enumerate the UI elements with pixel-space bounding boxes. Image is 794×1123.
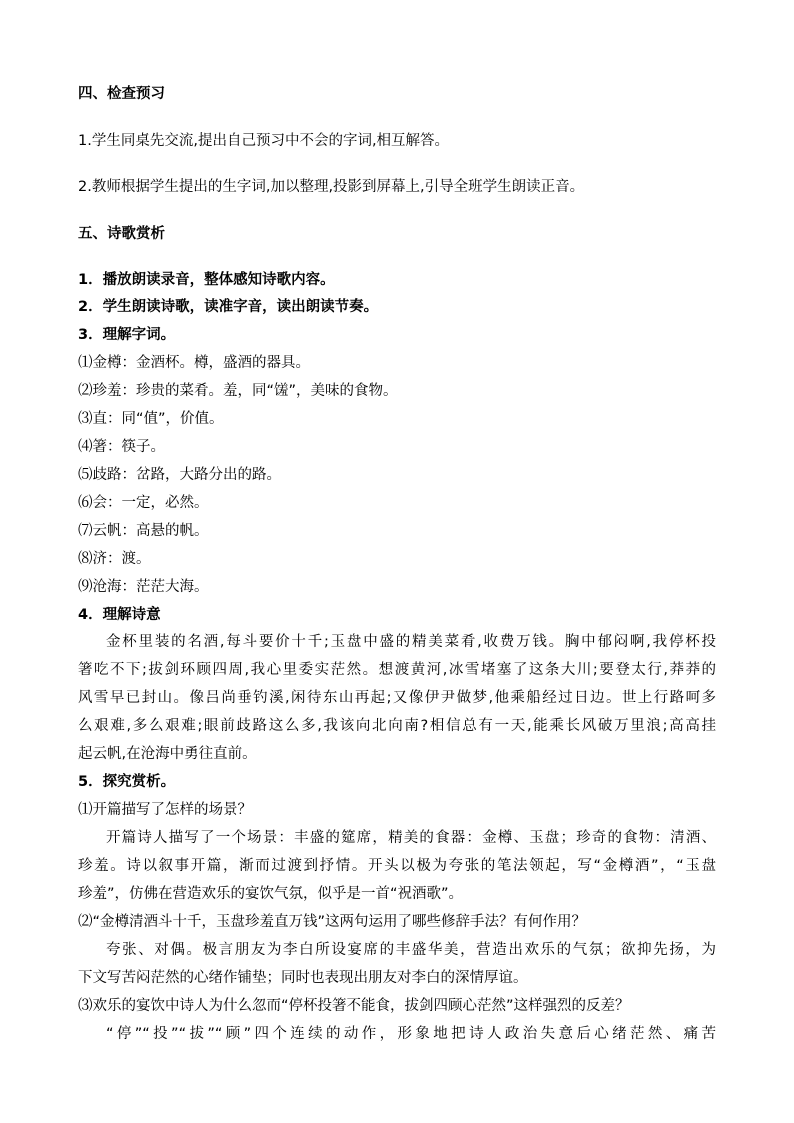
meaning-line: 风雪早已封山。像吕尚垂钓溪,闲待东山再起;又像伊尹做梦,他乘船经过日边。世上行路呵多 [78,690,716,706]
preview-item-2: 2.教师根据学生提出的生字词,加以整理,投影到屏幕上,引导全班学生朗读正音。 [78,179,585,195]
vocab-item: ⑹会：一定，必然。 [78,495,209,511]
answer-1-line: 珍羞”，仿佛在营造欢乐的宴饮气氛，似乎是一首“祝酒歌”。 [78,886,464,902]
preview-item-1: 1.学生同桌先交流,提出自己预习中不会的字词,相互解答。 [78,133,450,149]
question-2: ⑵“金樽清酒斗十千，玉盘珍羞直万钱”这两句运用了哪些修辞手法？有何作用？ [78,914,587,930]
question-3: ⑶欢乐的宴饮中诗人为什么忽而“停杯投箸不能食，拔剑四顾心茫然”这样强烈的反差？ [78,998,630,1014]
step-2: 2．学生朗读诗歌，读准字音，读出朗读节奏。 [78,299,379,315]
meaning-line: 金杯里装的名酒,每斗要价十千;玉盘中盛的精美菜肴,收费万钱。胸中郁闷啊,我停杯投 [106,634,716,650]
section-heading-5: 五、诗歌赏析 [78,226,165,242]
vocab-item: ⑴金樽：金酒杯。樽，盛酒的器具。 [78,355,310,371]
answer-2-line: 下文写苦闷茫然的心绪作铺垫；同时也表现出朋友对李白的深情厚谊。 [78,970,528,986]
vocab-item: ⑷箸：筷子。 [78,439,165,455]
answer-1-line: 珍羞。诗以叙事开篇，渐而过渡到抒情。开头以极为夸张的笔法领起，写“金樽酒”，“玉盘 [78,858,716,874]
section-heading-4: 四、检查预习 [78,86,165,102]
meaning-line: 箸吃不下;拔剑环顾四周,我心里委实茫然。想渡黄河,冰雪堵塞了这条大川;要登太行,莽莽的 [78,662,716,678]
vocab-item: ⑼沧海：茫茫大海。 [78,579,209,595]
step-3: 3．理解字词。 [78,327,176,343]
vocab-item: ⑺云帆：高悬的帆。 [78,523,209,539]
answer-2-line: 夸张、对偶。极言朋友为李白所设宴席的丰盛华美，营造出欢乐的气氛；欲抑先扬，为 [106,942,716,958]
vocab-item: ⑸歧路：岔路，大路分出的路。 [78,467,281,483]
vocab-item: ⑶直：同“值”，价值。 [78,411,224,427]
step-5: 5．探究赏析。 [78,774,176,790]
step-1: 1．播放朗读录音，整体感知诗歌内容。 [78,272,335,288]
meaning-line: 么艰难,多么艰难;眼前歧路这么多,我该向北向南?相信总有一天,能乘长风破万里浪;高高挂 [78,718,716,734]
question-1: ⑴开篇描写了怎样的场景？ [78,802,252,818]
answer-3-line: “停”“投”“拔”“顾”四个连续的动作，形象地把诗人政治失意后心绪茫然、痛苦 [106,1026,716,1042]
vocab-item: ⑻济：渡。 [78,551,151,567]
meaning-line: 起云帆,在沧海中勇往直前。 [78,746,257,762]
answer-1-line: 开篇诗人描写了一个场景：丰盛的筵席，精美的食器：金樽、玉盘；珍奇的食物：清酒、 [106,830,716,846]
vocab-item: ⑵珍羞：珍贵的菜肴。羞，同“馐”，美味的食物。 [78,383,398,399]
step-4: 4．理解诗意 [78,607,161,623]
